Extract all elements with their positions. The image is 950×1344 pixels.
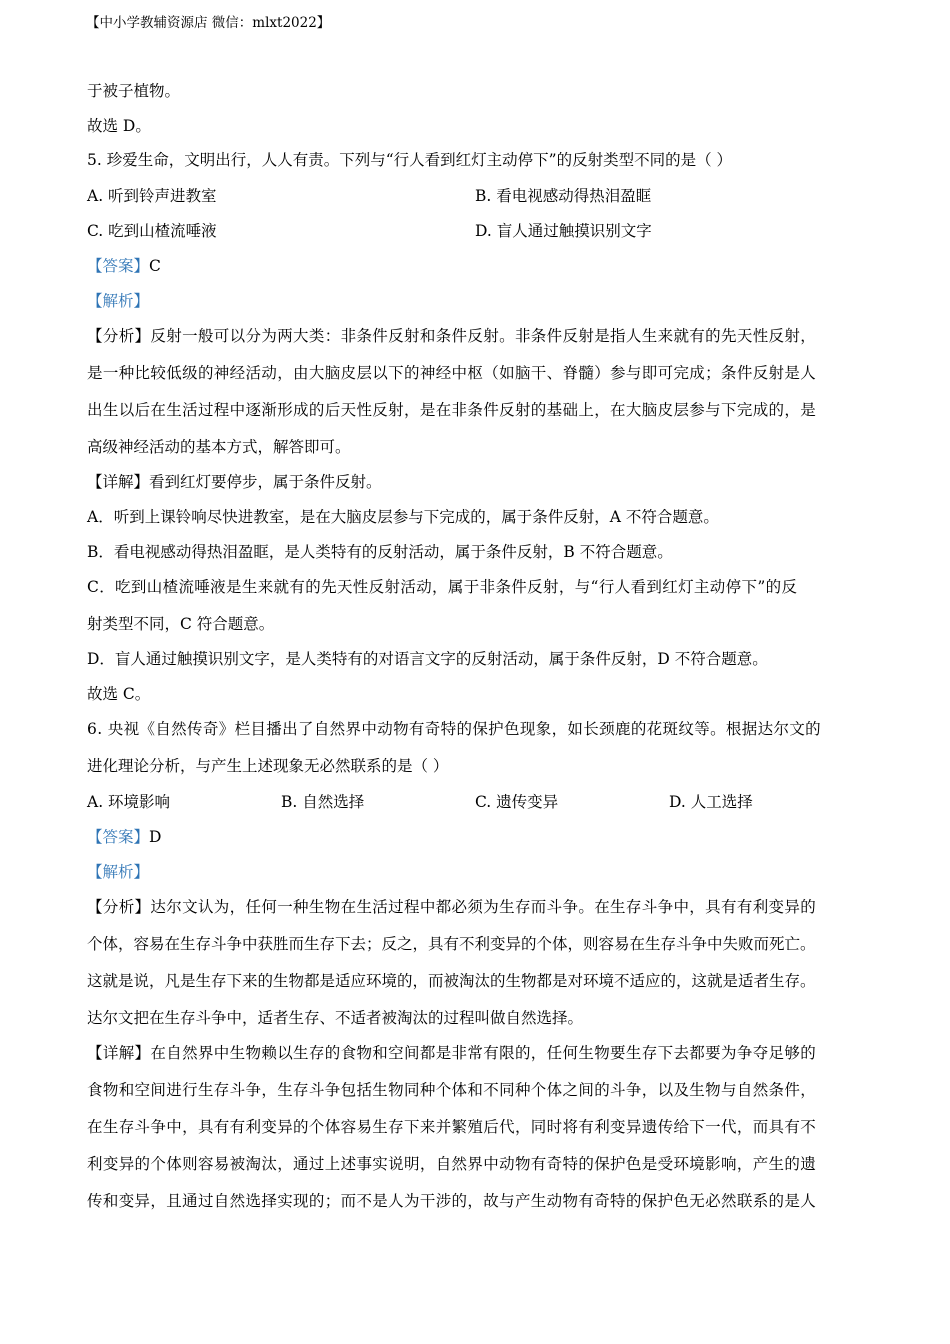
q5-option-d: D. 盲人通过触摸识别文字 bbox=[475, 222, 652, 240]
q6-option-a: A. 环境影响 bbox=[87, 793, 171, 811]
q5-xiangjie-line: 故选 C。 bbox=[87, 685, 151, 703]
q6-answer bbox=[87, 826, 161, 848]
answer-tag: 【答案】 bbox=[87, 257, 150, 275]
answer-value: D bbox=[149, 828, 162, 846]
q5-xiangjie-line: 射类型不同，C 符合题意。 bbox=[87, 615, 275, 633]
question-5-stem: 5. 珍爱生命，文明出行，人人有责。下列与“行人看到红灯主动停下”的反射类型不同的是（ ） bbox=[87, 151, 732, 169]
q5-fenxi-line: 是一种比较低级的神经活动，由大脑皮层以下的神经中枢（如脑干、脊髓）参与即可完成；条件反射是人 bbox=[87, 364, 817, 382]
paragraph-line: 故选 D。 bbox=[87, 117, 151, 135]
answer-tag: 【答案】 bbox=[87, 828, 150, 846]
q6-analysis-tag: 【解析】 bbox=[87, 863, 150, 881]
answer-value: C bbox=[149, 257, 161, 275]
q5-xiangjie-line: 【详解】看到红灯要停步，属于条件反射。 bbox=[87, 473, 382, 491]
q6-option-c: C. 遗传变异 bbox=[475, 793, 559, 811]
q6-fenxi-line: 个体，容易在生存斗争中获胜而生存下去；反之，具有不利变异的个体，则容易在生存斗争中失败而死亡。 bbox=[87, 935, 816, 953]
q5-option-a: A. 听到铃声进教室 bbox=[87, 187, 217, 205]
q6-option-b: B. 自然选择 bbox=[281, 793, 365, 811]
q5-xiangjie-line: C．吃到山楂流唾液是生来就有的先天性反射活动，属于非条件反射，与“行人看到红灯主动停下”的反 bbox=[87, 578, 798, 596]
paragraph-line: 于被子植物。 bbox=[87, 82, 181, 100]
q5-option-c: C. 吃到山楂流唾液 bbox=[87, 222, 217, 240]
q5-answer bbox=[87, 255, 161, 277]
q6-xiangjie-line: 利变异的个体则容易被淘汰，通过上述事实说明，自然界中动物有奇特的保护色是受环境影响，产生的遗 bbox=[87, 1155, 817, 1173]
q6-fenxi-line: 这就是说，凡是生存下来的生物都是适应环境的，而被淘汰的生物都是对环境不适应的，这就是适者生存。 bbox=[87, 972, 816, 990]
q5-option-b: B. 看电视感动得热泪盈眶 bbox=[475, 187, 652, 205]
q6-fenxi-line: 【分析】达尔文认为，任何一种生物在生活过程中都必须为生存而斗争。在生存斗争中，具有有利变异的 bbox=[87, 898, 817, 916]
q6-xiangjie-line: 传和变异，且通过自然选择实现的；而不是人为干涉的，故与产生动物有奇特的保护色无必然联系的是人 bbox=[87, 1192, 817, 1210]
q6-xiangjie-line: 在生存斗争中，具有有利变异的个体容易生存下来并繁殖后代，同时将有利变异遗传给下一代，而具有不 bbox=[87, 1118, 817, 1136]
q5-xiangjie-line: A．听到上课铃响尽快进教室，是在大脑皮层参与下完成的，属于条件反射，A 不符合题意。 bbox=[87, 508, 719, 526]
q6-xiangjie-line: 食物和空间进行生存斗争，生存斗争包括生物同种个体和不同种个体之间的斗争，以及生物与自然条件， bbox=[87, 1081, 817, 1099]
page-header: 【中小学教辅资源店 微信：mlxt2022】 bbox=[86, 15, 331, 31]
q6-fenxi-line: 达尔文把在生存斗争中，适者生存、不适者被淘汰的过程叫做自然选择。 bbox=[87, 1009, 584, 1027]
q5-fenxi-line: 出生以后在生活过程中逐渐形成的后天性反射，是在非条件反射的基础上，在大脑皮层参与下完成的，是 bbox=[87, 401, 817, 419]
q6-xiangjie-line: 【详解】在自然界中生物赖以生存的食物和空间都是非常有限的，任何生物要生存下去都要为争夺足够的 bbox=[87, 1044, 817, 1062]
question-6-stem: 6. 央视《自然传奇》栏目播出了自然界中动物有奇特的保护色现象，如长颈鹿的花斑纹等。根据达尔文的 bbox=[87, 720, 822, 738]
q5-analysis-tag: 【解析】 bbox=[87, 292, 150, 310]
q6-option-d: D. 人工选择 bbox=[669, 793, 753, 811]
q5-fenxi-line: 高级神经活动的基本方式，解答即可。 bbox=[87, 438, 351, 456]
q5-xiangjie-line: D．盲人通过触摸识别文字，是人类特有的对语言文字的反射活动，属于条件反射，D 不符合题意。 bbox=[87, 650, 768, 668]
question-6-stem: 进化理论分析，与产生上述现象无必然联系的是（ ） bbox=[87, 757, 449, 775]
q5-fenxi-line: 【分析】反射一般可以分为两大类：非条件反射和条件反射。非条件反射是指人生来就有的先天性反射， bbox=[87, 327, 817, 345]
q5-xiangjie-line: B．看电视感动得热泪盈眶，是人类特有的反射活动，属于条件反射，B 不符合题意。 bbox=[87, 543, 673, 561]
